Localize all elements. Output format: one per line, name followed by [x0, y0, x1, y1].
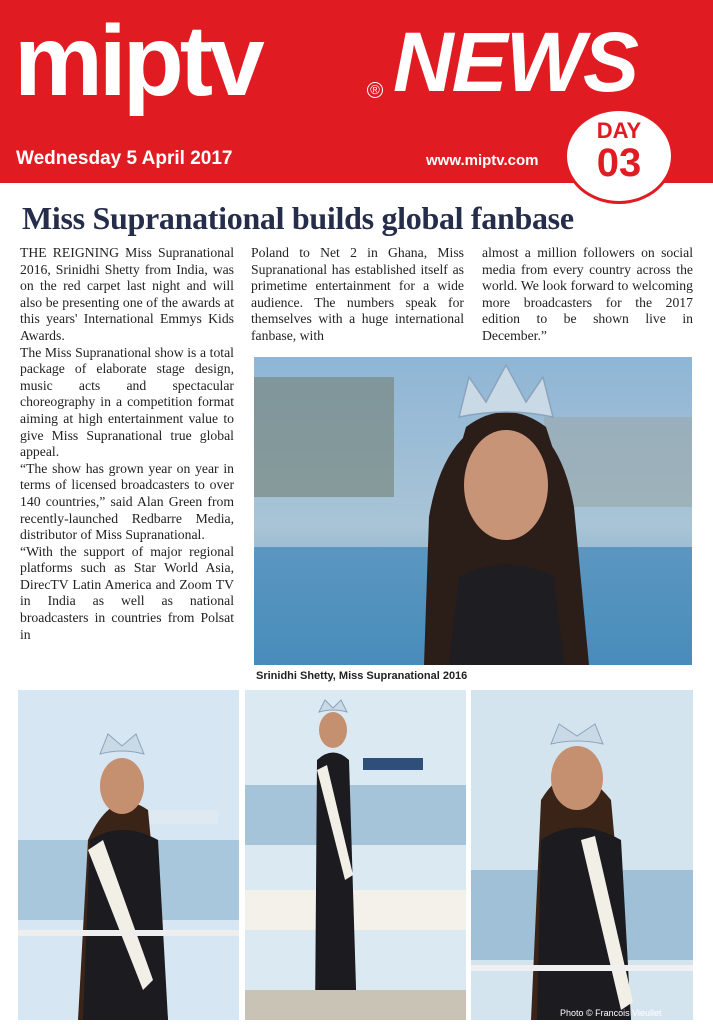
article-paragraph: THE REIGNING Miss Supranational 2016, Srinidhi Shetty from India, was on the red carpet last night and will also be presenting one of the awards at this years' International Emmys Kids Awards.: [20, 245, 234, 343]
main-photo: [254, 357, 692, 665]
issue-date: Wednesday 5 April 2017: [16, 148, 233, 169]
article-paragraph: almost a million followers on social media from every country across the world. We look forward to welcoming more broadcasters for the 2017 edition to be shown live in December.”: [482, 245, 693, 343]
article-column-2: [251, 245, 464, 345]
day-badge: [564, 108, 674, 204]
news-title: NEWS: [393, 15, 637, 109]
article-paragraph: “The show has grown year on year in terms of licensed broadcasters to over 140 countries,” said Alan Green from recently-launched Redbarre Media, distributor of Miss Supranational.: [20, 460, 234, 543]
registered-mark: ®: [367, 82, 383, 98]
photo-caption: Srinidhi Shetty, Miss Supranational 2016: [256, 670, 468, 682]
article-paragraph: The Miss Supranational show is a total package of elaborate stage design, music acts and spectacular choreography in a competition format aiming at high entertainment value to give Miss Supranational true global appeal.: [20, 344, 234, 460]
gallery-photo-2: [245, 690, 466, 1020]
day-label: DAY: [596, 118, 642, 143]
article-headline: Miss Supranational builds global fanbase: [22, 200, 574, 236]
website-url: www.miptv.com: [426, 152, 539, 169]
gallery-photo-1: [18, 690, 239, 1020]
article-paragraph: “With the support of major regional platforms such as Star World Asia, DirecTV Latin America and Zoom TV in India as well as national broadcasters in countries from Polsat in: [20, 543, 234, 642]
article-column-3: [482, 245, 693, 345]
gallery-photo-3: [471, 690, 693, 1020]
article-paragraph: Poland to Net 2 in Ghana, Miss Supranational has established itself as primetime entertainment for a wide audience. The numbers speak for themselves with a huge international fanbase, with: [251, 245, 464, 343]
article-column-1: [20, 245, 234, 643]
miptv-logo: miptv: [14, 5, 261, 117]
photo-credit: Photo © Francois Vieullet: [560, 1008, 662, 1018]
day-number: 03: [596, 141, 642, 185]
